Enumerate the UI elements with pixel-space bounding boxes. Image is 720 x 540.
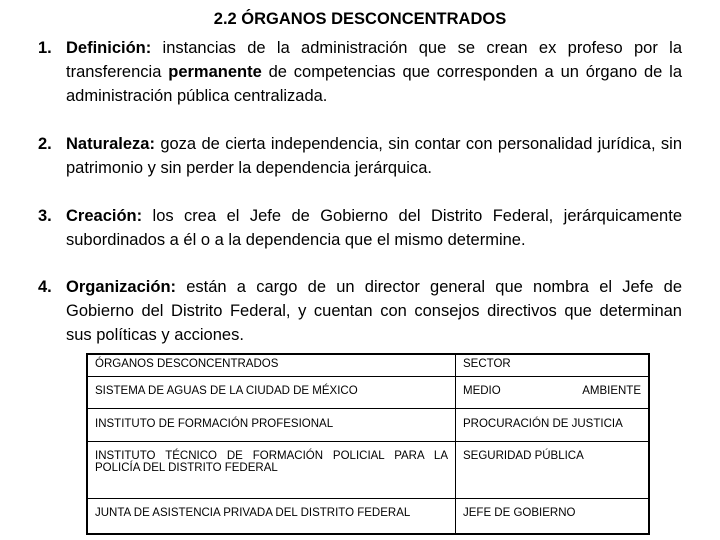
cell-sector: JEFE DE GOBIERNO (456, 499, 650, 535)
table-header-row (87, 354, 649, 377)
cell-organo: JUNTA DE ASISTENCIA PRIVADA DEL DISTRITO FEDERAL (87, 499, 456, 535)
sector-split (463, 385, 641, 397)
item-emphasis: permanente (168, 63, 262, 81)
item-body: goza de cierta independencia, sin contar con personalidad jurídica, sin patrimonio y sin perder la dependencia jerárquica. (66, 135, 682, 177)
table-row (87, 377, 649, 409)
item-body-b: de competencias que corresponden a un órgano de la administración pública centralizada. (66, 63, 683, 105)
list-item-organizacion (38, 275, 682, 347)
sector-part-a: MEDIO (463, 385, 501, 397)
item-number: 4. (38, 278, 52, 296)
item-number: 2. (38, 135, 52, 153)
item-term: Naturaleza: (66, 135, 155, 153)
table-row (87, 409, 649, 442)
item-text (66, 204, 682, 252)
item-text (66, 275, 682, 347)
cell-organo: INSTITUTO TÉCNICO DE FORMACIÓN POLICIAL PARA LA POLICÍA DEL DISTRITO FEDERAL (87, 442, 456, 499)
table-row (87, 442, 649, 499)
item-body: los crea el Jefe de Gobierno del Distrito Federal, jerárquicamente subordinados a él o a la dependencia que el mismo determine. (66, 207, 682, 249)
item-body: están a cargo de un director general que nombra el Jefe de Gobierno del Distrito Federal, y cuentan con consejos directivos que determinan sus políticas y acciones. (66, 278, 682, 344)
cell-organo: INSTITUTO DE FORMACIÓN PROFESIONAL (87, 409, 456, 442)
item-term: Organización: (66, 278, 177, 296)
cell-sector: SEGURIDAD PÚBLICA (456, 442, 650, 499)
cell-sector (456, 377, 650, 409)
item-term: Creación: (66, 207, 143, 225)
item-body-a: instancias de la administración que se crean ex profeso por la transferencia (66, 39, 682, 81)
table-row (87, 499, 649, 535)
cell-organo: SISTEMA DE AGUAS DE LA CIUDAD DE MÉXICO (87, 377, 456, 409)
item-number: 3. (38, 207, 52, 225)
cell-sector: PROCURACIÓN DE JUSTICIA (456, 409, 650, 442)
page-title: 2.2 ÓRGANOS DESCONCENTRADOS (213, 10, 507, 28)
item-number: 1. (38, 39, 52, 57)
list-item-naturaleza (38, 132, 682, 180)
list-item-definicion (38, 36, 682, 108)
list-item-creacion (38, 204, 682, 252)
item-text (66, 36, 682, 108)
item-term: Definición: (66, 39, 152, 57)
header-organos: ÓRGANOS DESCONCENTRADOS (87, 354, 456, 377)
organos-table (86, 353, 650, 535)
sector-part-b: AMBIENTE (582, 385, 641, 397)
item-text (66, 132, 682, 180)
header-sector: SECTOR (456, 354, 650, 377)
